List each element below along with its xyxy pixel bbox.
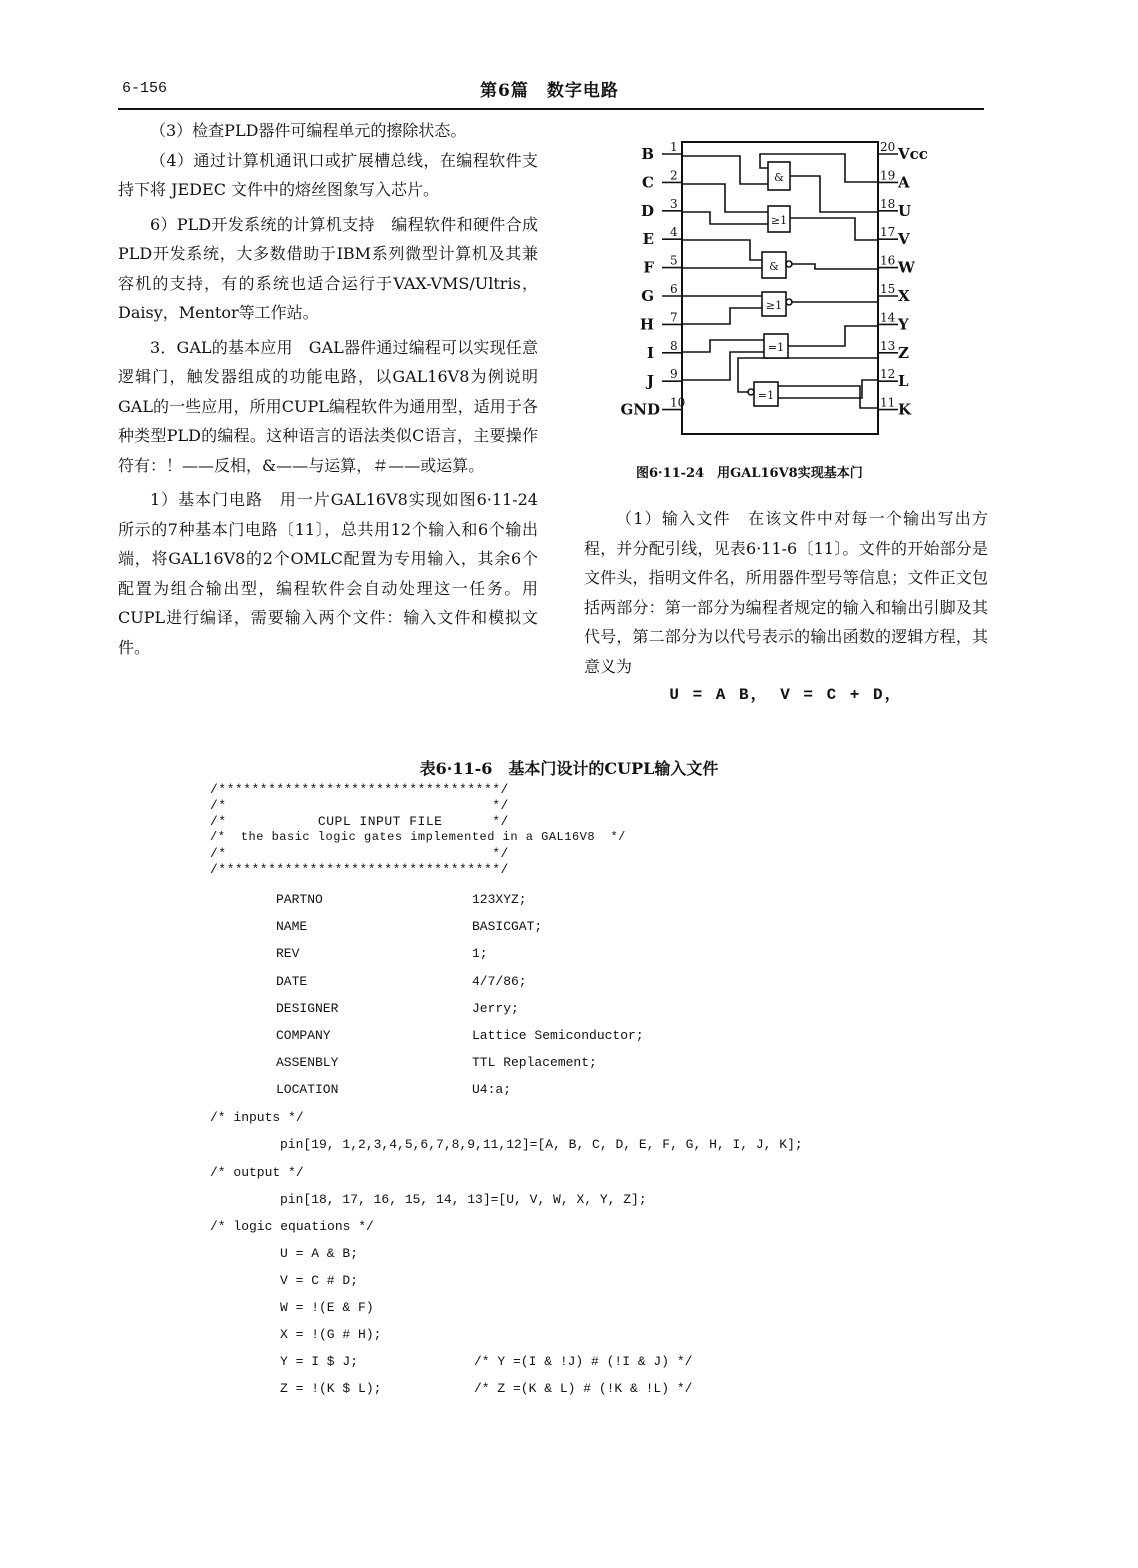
left-pin-number: 6 [670, 282, 678, 296]
right-pin-name: Y [898, 315, 909, 334]
right-pin-number: 13 [880, 338, 896, 353]
left-pin-name: E [642, 230, 654, 249]
right-pin-name: K [898, 400, 912, 419]
output-statement: pin[18, 17, 16, 15, 14, 13]=[U, V, W, X, Y, Z]; [280, 1192, 647, 1207]
equation-line: U = A B， V = C + D， [669, 686, 903, 704]
paragraph-dev-system: 6）PLD开发系统的计算机支持 编程软件和硬件合成PLD开发系统，大多数借助于IBM系列微型计算机及其兼容机的支持，有的系统也适合运行于VAX-VMS/Ultris，Daisy，Mentor等工作站。 [118, 214, 538, 322]
left-pin-name: C [642, 173, 654, 192]
right-column [584, 504, 988, 711]
field-value: U4:a; [472, 1082, 512, 1097]
gate-label: ≥1 [765, 299, 783, 312]
paragraph-input-file: （1）输入文件 在该文件中对每一个输出写出方程，并分配引线，见表6·11-6〔11〕。文件的开始部分是文件头，指明文件名，所用器件型号等信息；文件正文包括两部分：第一部分为编程者规定的输入和输出引脚及其代号，第二部分为以代号表示的输出函数的逻辑方程，其意义为 [584, 509, 988, 676]
gate-label: & [769, 260, 779, 273]
banner-line: /* */ [210, 798, 509, 813]
right-pin-number: 16 [880, 253, 896, 268]
left-pin-number: 10 [670, 395, 686, 410]
banner-line: /* */ [210, 846, 509, 861]
left-pin-name: D [640, 201, 654, 220]
left-pin-number: 1 [670, 140, 678, 154]
left-pin-name: B [641, 145, 654, 163]
right-pin-number: 12 [880, 367, 896, 382]
left-pin-number: 8 [670, 338, 678, 353]
right-pin-name: U [898, 201, 912, 220]
pin-labels [620, 140, 927, 419]
gate-shapes [748, 162, 792, 406]
field-value: BASICGAT; [472, 919, 543, 934]
field-value: TTL Replacement; [472, 1055, 597, 1070]
equation-u: U = A & B; [280, 1246, 359, 1261]
paragraph-step-4: （4）通过计算机通讯口或扩展槽总线，在编程软件支持下将 JEDEC 文件中的熔丝图象写入芯片。 [118, 150, 538, 199]
left-pin-number: 9 [670, 367, 678, 382]
banner-line: /**********************************/ [210, 862, 509, 877]
page-number: 6-156 [122, 80, 168, 97]
equation-w: W = !(E & F) [280, 1300, 374, 1315]
logic-comment: /* logic equations */ [210, 1219, 374, 1234]
field-value: 4/7/86; [472, 974, 527, 989]
field-value: Jerry; [472, 1001, 519, 1016]
equation-y-comment: /* Y =(I & !J) # (!I & J) */ [474, 1354, 693, 1369]
field-key: DATE [276, 974, 308, 989]
right-pin-name: Vcc [898, 145, 928, 163]
field-key: PARTNO [276, 892, 323, 907]
left-column [118, 116, 538, 662]
gal16v8-figure [620, 136, 960, 446]
field-value: 123XYZ; [472, 892, 527, 907]
inputs-comment: /* inputs */ [210, 1110, 304, 1125]
field-key: LOCATION [276, 1082, 339, 1097]
field-key: REV [276, 946, 300, 961]
field-value: 1; [472, 946, 488, 961]
left-pin-number: 7 [670, 310, 678, 325]
equation-z: Z = !(K $ L); [280, 1381, 382, 1396]
right-pin-number: 11 [880, 395, 896, 410]
chapter-title: 第6篇 数字电路 [480, 81, 619, 101]
equation-z-comment: /* Z =(K & L) # (!K & !L) */ [474, 1381, 693, 1396]
chip-wiring [682, 154, 878, 408]
field-key: COMPANY [276, 1028, 331, 1043]
right-pin-number: 17 [880, 225, 896, 240]
output-comment: /* output */ [210, 1165, 304, 1180]
paragraph-gal-application: 3．GAL的基本应用 GAL器件通过编程可以实现任意逻辑门，触发器组成的功能电路，以GAL16V8为例说明GAL的一些应用，所用CUPL编程软件为通用型，适用于各种类型PLD的编程。这种语言的语法类似C语言，主要操作符有：！——反相，&——与运算，＃——或运算。 [118, 337, 538, 475]
left-pin-name: F [643, 258, 654, 277]
gate-label: =1 [757, 389, 775, 402]
left-pin-number: 5 [670, 253, 678, 268]
right-pin-number: 19 [880, 168, 896, 183]
field-key: DESIGNER [276, 1001, 339, 1016]
left-pin-name: G [641, 287, 654, 305]
equation-v: V = C # D; [280, 1273, 359, 1288]
left-pin-name: J [646, 372, 654, 391]
field-key: ASSENBLY [276, 1055, 339, 1070]
left-pin-name: H [639, 315, 654, 334]
right-pin-name: L [898, 372, 909, 391]
right-pin-name: X [898, 287, 910, 305]
inputs-statement: pin[19, 1,2,3,4,5,6,7,8,9,11,12]=[A, B, C, D, E, F, G, H, I, J, K]; [280, 1137, 803, 1152]
gate-label: =1 [767, 341, 785, 354]
gate-label: ≥1 [770, 214, 788, 227]
equation-x: X = !(G # H); [280, 1327, 382, 1342]
left-pin-number: 4 [670, 225, 678, 240]
right-pin-name: A [898, 173, 910, 192]
right-pin-name: V [898, 230, 910, 249]
header-rule [118, 108, 984, 110]
banner-line: /* CUPL INPUT FILE */ [210, 814, 509, 829]
right-pin-number: 14 [880, 310, 896, 325]
right-pin-number: 20 [880, 140, 896, 154]
right-pin-number: 18 [880, 196, 896, 211]
banner-line: /**********************************/ [210, 782, 509, 797]
paragraph-step-3: （3）检查PLD器件可编程单元的擦除状态。 [150, 121, 467, 140]
gate-label: & [774, 171, 784, 184]
field-value: Lattice Semiconductor; [472, 1028, 644, 1043]
right-pin-name: W [898, 258, 915, 277]
left-pin-number: 3 [670, 196, 678, 211]
field-key: NAME [276, 919, 308, 934]
banner-line: /* the basic logic gates implemented in a GAL16V8 */ [210, 830, 626, 844]
left-pin-name: GND [620, 400, 660, 419]
equation-y: Y = I $ J; [280, 1354, 359, 1369]
figure-caption: 图6·11-24 用GAL16V8实现基本门 [636, 466, 863, 481]
table-title: 表6·11-6 基本门设计的CUPL输入文件 [419, 759, 719, 778]
right-pin-name: Z [898, 343, 909, 362]
paragraph-basic-gates: 1）基本门电路 用一片GAL16V8实现如图6·11-24所示的7种基本门电路〔11〕，总共用12个输入和6个输出端，将GAL16V8的2个OMLC配置为专用输入，其余6个配置为组合输出型，编程软件会自动处理这一任务。用CUPL进行编译，需要输入两个文件：输入文件和模拟文件。 [118, 490, 538, 657]
right-pin-number: 15 [880, 282, 896, 296]
gal16v8-circuit-diagram [620, 136, 960, 446]
left-pin-name: I [646, 343, 654, 362]
left-pin-number: 2 [670, 168, 678, 183]
